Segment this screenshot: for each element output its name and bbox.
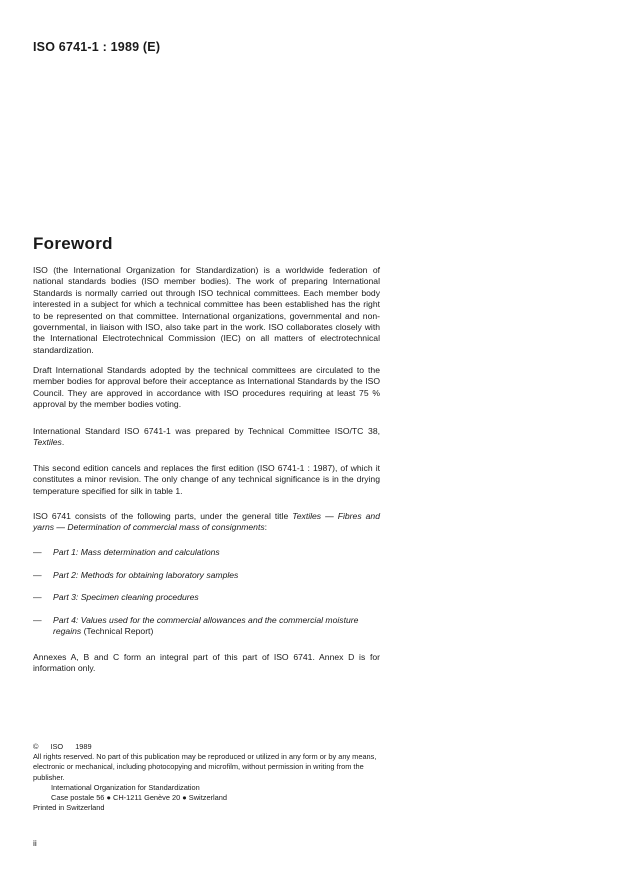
part-note: (Technical Report) <box>81 626 154 637</box>
list-item <box>33 547 380 558</box>
copyright-rights: All rights reserved. No part of this publication may be reproduced or utilized in any form or by any means, electronic or mechanical, including photocopying and microfilm, without permission in writing from the publisher. <box>33 752 377 782</box>
list-dash: — <box>33 592 42 602</box>
copyright-symbol: © <box>33 742 39 751</box>
foreword-paragraph-parts <box>33 511 380 534</box>
list-dash: — <box>33 615 42 625</box>
copyright-org-full: International Organization for Standardization <box>51 782 200 792</box>
committee-prefix: International Standard ISO 6741-1 was prepared by Technical Committee ISO/TC 38, <box>33 426 380 436</box>
foreword-paragraph-annexes: Annexes A, B and C form an integral part of this part of ISO 6741. Annex D is for information only. <box>33 652 380 674</box>
document-header: ISO 6741-1 : 1989 (E) <box>33 40 161 54</box>
foreword-paragraph-iso: ISO (the International Organization for Standardization) is a worldwide federation of national standards bodies (ISO member bodies). The work of preparing International Standards is normally carried out through ISO technical committees. Each member body interested in a subject for which a technical committee has been established has the right to be represented on that committee. International organizations, governmental and non-governmental, in liaison with ISO, also take part in the work. ISO collaborates closely with the International Electrotechnical Commission (IEC) on all matters of electrotechnical standardization. <box>33 265 380 355</box>
committee-suffix: . <box>61 437 65 448</box>
part-label: Part 4: Values used for the commercial allowances and the commercial moisture regains <box>53 615 359 637</box>
general-title: Textiles — Fibres and yarns — Determination of commercial mass of consignments <box>33 511 380 533</box>
copyright-year: 1989 <box>75 742 92 751</box>
foreword-paragraph-draft: Draft International Standards adopted by the technical committees are circulated to the member bodies for approval before their acceptance as International Standards by the ISO Council. They are approved in accordance with ISO procedures requiring at least 75 % approval by the member bodies voting. <box>33 365 380 410</box>
list-dash: — <box>33 570 42 580</box>
copyright-address: Case postale 56 ● CH-1211 Genève 20 ● Switzerland <box>51 793 227 803</box>
copyright-org: ISO <box>50 742 64 751</box>
part-label: Part 2: Methods for obtaining laboratory samples <box>53 570 239 580</box>
list-item <box>33 592 380 603</box>
list-item <box>33 570 380 581</box>
foreword-paragraph-committee <box>33 426 380 449</box>
foreword-paragraph-edition: This second edition cancels and replaces the first edition (ISO 6741-1 : 1987), of which it constitutes a minor revision. The only change of any technical significance is in the drying temperature specified for silk in table 1. <box>33 463 380 496</box>
parts-suffix: : <box>264 522 268 533</box>
page-title: Foreword <box>33 234 113 253</box>
list-dash: — <box>33 547 42 557</box>
parts-prefix: ISO 6741 consists of the following parts, under the general title <box>33 511 293 521</box>
page-number: ii <box>33 838 37 848</box>
copyright-notice <box>33 742 383 813</box>
copyright-printed: Printed in Switzerland <box>33 803 105 813</box>
committee-name: Textiles <box>33 437 62 448</box>
list-item <box>33 615 380 638</box>
part-label: Part 3: Specimen cleaning procedures <box>53 592 199 602</box>
part-label: Part 1: Mass determination and calculations <box>53 547 220 557</box>
